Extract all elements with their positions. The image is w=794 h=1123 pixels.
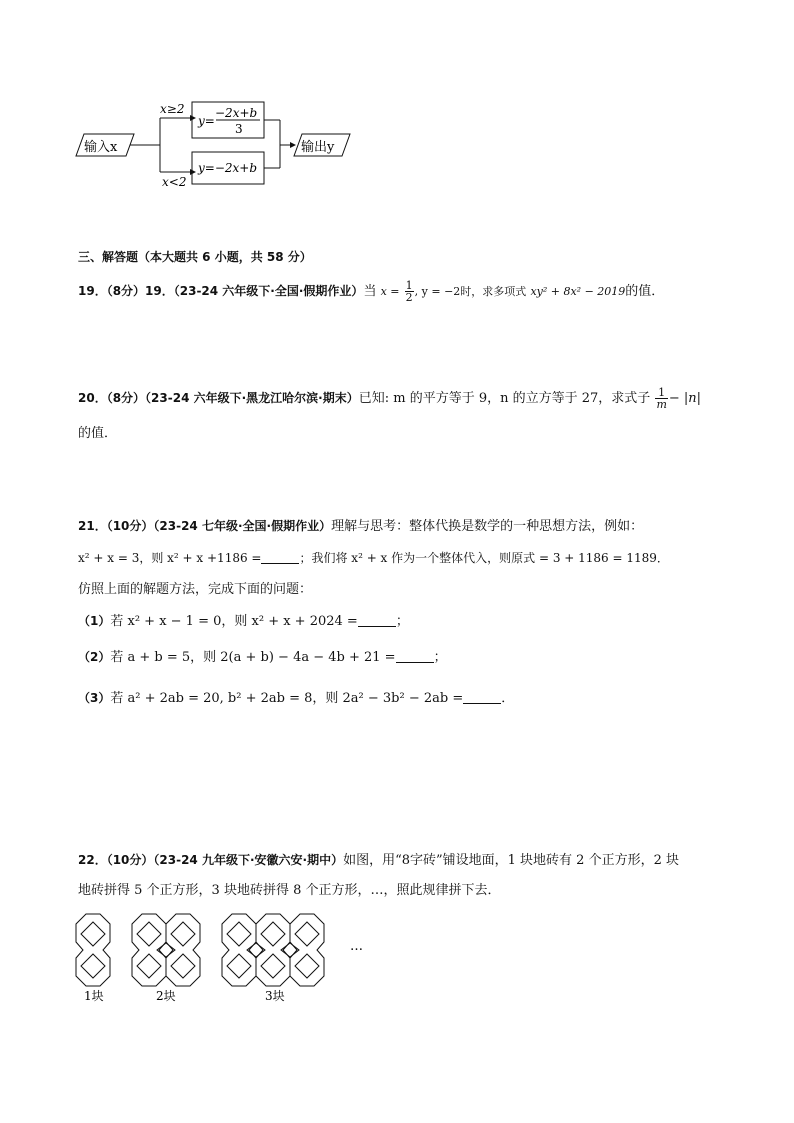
- top-formula-numerator: −2x+b: [215, 106, 258, 120]
- q19-y-part: , y = −2时，求多项式: [414, 285, 527, 298]
- q21-number: 21．（10分）（23-24 七年级·全国·假期作业）: [78, 519, 332, 533]
- q21-example-a: x² + x = 3，则 x² + x +1186 =: [78, 551, 262, 565]
- q19-number: 19．（8分）19．（23-24 六年级下·全国·假期作业）: [78, 284, 364, 298]
- q21-part-3: [78, 688, 514, 709]
- brick-group-2a: [132, 914, 166, 986]
- q21-part-3-text: 若 a² + 2ab = 20, b² + 2ab = 8，则 2a² − 3b² − 2ab =: [110, 691, 464, 706]
- ellipsis: …: [350, 939, 363, 954]
- flowchart: [70, 96, 360, 196]
- q19-text-b: 的值．: [625, 284, 665, 299]
- q21-part-3-period: ．: [501, 691, 515, 706]
- q22-text-b: 地砖拼得 5 个正方形，3 块地砖拼得 8 个正方形，…，照此规律拼下去．: [78, 883, 501, 898]
- top-formula-prefix: y=: [198, 114, 215, 128]
- q20-text: 已知: m 的平方等于 9，n 的立方等于 27，求式子: [358, 391, 651, 406]
- brick-group-3b: [256, 914, 290, 986]
- q20-fraction-numerator: 1: [655, 387, 667, 399]
- question-19: [78, 280, 664, 303]
- q20-fraction-denominator: m: [656, 398, 667, 411]
- top-formula-denominator: 3: [235, 122, 243, 136]
- q19-text-a: 当: [363, 284, 377, 299]
- q20-tail: − |n|: [668, 391, 702, 406]
- q21-example-b: ；我们将 x² + x 作为一个整体代入，则原式 = 3 + 1186 = 1189．: [299, 551, 669, 565]
- output-label: 输出y: [301, 140, 335, 155]
- q19-x-denominator: 2: [405, 291, 413, 304]
- q19-x-numerator: 1: [405, 279, 413, 292]
- brick-group-3c: [290, 914, 324, 986]
- q22-text-a: 如图，用“8字砖”铺设地面，1 块地砖有 2 个正方形，2 块: [343, 853, 679, 868]
- q22-number: 22．（10分）（23-24 九年级下·安徽六安·期中）: [78, 853, 344, 867]
- question-20: [78, 387, 701, 410]
- q21-part-1-semicolon: ；: [395, 614, 409, 629]
- brick-group-2b: [166, 914, 200, 986]
- q21-part-2: [78, 647, 447, 668]
- q21-part-2-blank[interactable]: [396, 650, 434, 663]
- input-label: 输入x: [84, 140, 118, 155]
- q20-fraction: [655, 387, 667, 410]
- q21-example-blank[interactable]: [261, 551, 299, 564]
- question-22: [78, 850, 679, 871]
- q21-instruction: 仿照上面的解题方法，完成下面的问题：: [78, 582, 313, 597]
- q21-part-1: [78, 611, 409, 632]
- condition-bottom: x<2: [162, 175, 187, 189]
- q21-part-1-blank[interactable]: [358, 614, 396, 627]
- section-heading: 三、解答题（本大题共 6 小题，共 58 分）: [78, 250, 312, 264]
- q21-part-1-text: 若 x² + x − 1 = 0，则 x² + x + 2024 =: [110, 614, 358, 629]
- q21-example-line: [78, 548, 669, 568]
- label-3-bricks: 3块: [265, 989, 285, 1003]
- q19-x-fraction: [405, 280, 414, 303]
- condition-top: x≥2: [160, 102, 185, 116]
- q20-number: 20．（8分）（23-24 六年级下·黑龙江哈尔滨·期末）: [78, 391, 359, 405]
- brick-group-3a: [222, 914, 256, 986]
- q21-part-2-semicolon: ；: [433, 650, 447, 665]
- q21-part-3-blank[interactable]: [463, 691, 501, 704]
- q21-part-2-label: （2）: [78, 650, 111, 664]
- q20-line-2: 的值．: [78, 426, 118, 441]
- q21-part-3-label: （3）: [78, 691, 111, 705]
- label-2-bricks: 2块: [156, 989, 176, 1003]
- question-21: [78, 516, 643, 537]
- q21-part-1-label: （1）: [78, 614, 111, 628]
- q21-intro: 理解与思考：整体代换是数学的一种思想方法，例如：: [331, 519, 644, 534]
- label-1-brick: 1块: [84, 989, 104, 1003]
- q19-x-lhs: x =: [380, 285, 400, 298]
- brick-group-1: [76, 914, 110, 986]
- bottom-formula: y=−2x+b: [198, 161, 258, 175]
- q19-polynomial: xy² + 8x² − 2019: [530, 285, 626, 298]
- q21-part-2-text: 若 a + b = 5，则 2(a + b) − 4a − 4b + 21 =: [110, 650, 396, 665]
- brick-figure: [70, 906, 400, 1006]
